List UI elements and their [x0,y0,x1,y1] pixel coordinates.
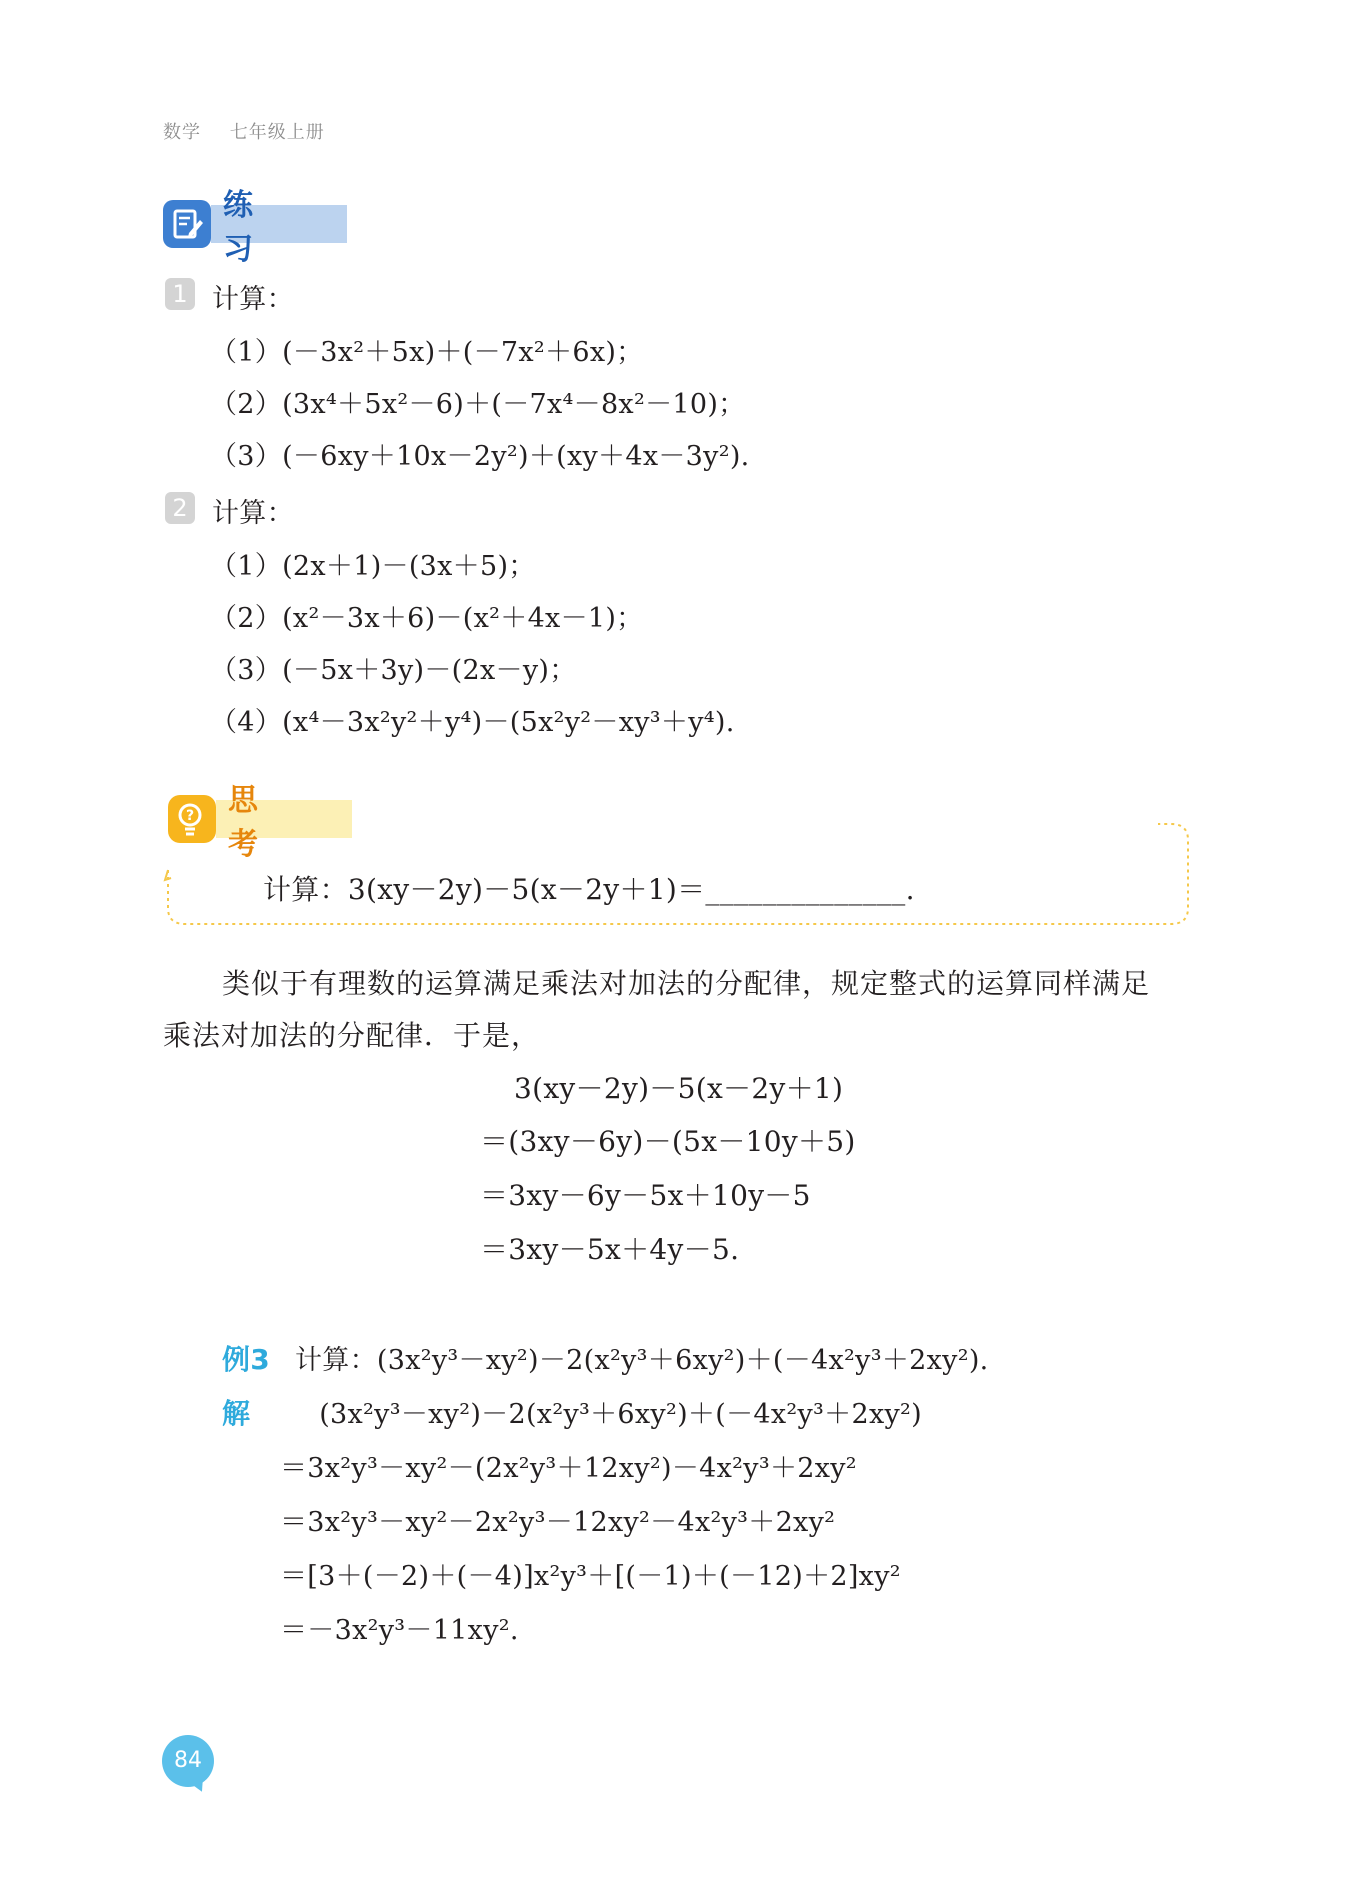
solution-label: 解 [222,1397,251,1430]
solution-row [222,1392,922,1432]
page-number: 84 [162,1735,214,1787]
pencil-note-icon [163,200,211,248]
solution-step: ＝[3＋(－2)＋(－4)]x²y³＋[(－1)＋(－12)＋2]xy² [280,1561,901,1592]
question-item: （2）(3x⁴＋5x²－6)＋(－7x⁴－8x²－10)； [210,389,746,420]
page-header [163,118,347,144]
question-item: （4）(x⁴－3x²y²＋y⁴)－(5x²y²－xy³＋y⁴). [210,707,735,738]
paragraph-line: 类似于有理数的运算满足乘法对加法的分配律，规定整式的运算同样满足 [222,967,1151,1000]
grade-label: 七年级上册 [229,122,325,143]
think-title: 思 考 [216,800,352,838]
derivation-line: ＝(3xy－6y)－(5x－10y＋5) [480,1125,856,1158]
practice-title: 练 习 [211,205,347,243]
solution-step: ＝3x²y³－xy²－(2x²y³＋12xy²)－4x²y³＋2xy² [280,1453,857,1484]
question-item: （1）(2x＋1)－(3x＋5)； [210,551,536,582]
lightbulb-icon [168,795,216,843]
question-item: （3）(－5x＋3y)－(2x－y)； [210,655,577,686]
question-item: （2）(x²－3x＋6)－(x²＋4x－1)； [210,603,644,634]
think-banner [168,783,352,862]
paragraph-line: 乘法对加法的分配律．于是， [163,1019,541,1052]
question-item: （1）(－3x²＋5x)＋(－7x²＋6x)； [210,337,644,368]
derivation-line: ＝3xy－6y－5x＋10y－5 [480,1179,811,1212]
example-question: 计算：(3x²y³－xy²)－2(x²y³＋6xy²)＋(－4x²y³＋2xy²). [294,1345,989,1376]
solution-step: ＝－3x²y³－11xy². [280,1615,519,1646]
example-label: 例3 [222,1343,271,1376]
svg-text:?: ? [185,808,195,824]
example-heading [222,1338,989,1378]
solution-step: ＝3x²y³－xy²－2x²y³－12xy²－4x²y³＋2xy² [280,1507,836,1538]
question-number-badge: 1 [165,278,195,310]
think-question: 计算：3(xy－2y)－5(x－2y＋1)＝______________. [263,873,915,906]
question-prompt: 计算： [212,498,294,529]
question-number-badge: 2 [165,492,195,524]
practice-banner [163,188,347,267]
subject-label: 数学 [163,122,201,143]
solution-step: (3x²y³－xy²)－2(x²y³＋6xy²)＋(－4x²y³＋2xy²) [319,1399,922,1430]
question-item: （3）(－6xy＋10x－2y²)＋(xy＋4x－3y²). [210,441,750,472]
question-prompt: 计算： [212,284,294,315]
derivation-line: 3(xy－2y)－5(x－2y＋1) [514,1072,844,1105]
derivation-line: ＝3xy－5x＋4y－5. [480,1233,740,1266]
